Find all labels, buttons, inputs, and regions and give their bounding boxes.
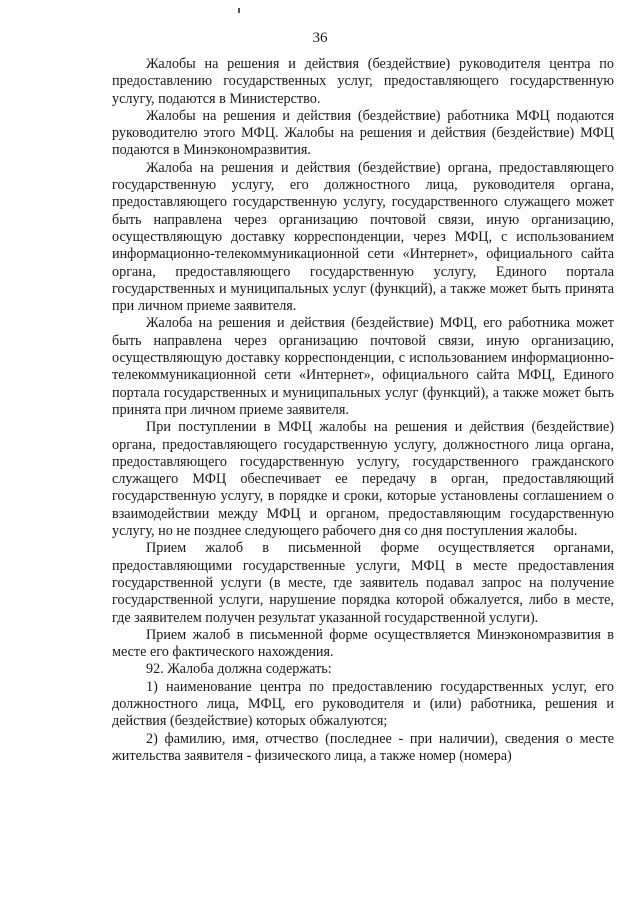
page-number: 36 <box>312 30 328 46</box>
document-body <box>112 56 614 765</box>
paragraph-authority-complaint-channels: Жалоба на решения и действия (бездействие) органа, предоставляющего государственную услугу, его должностного лица, руководителя органа, предоставляющего государственную услугу, государственного служащего может быть направлена через организацию почтовой связи, иную организацию, осуществляющую доставку корреспонденции, через МФЦ, с использованием информационно-телекоммуникационной сети «Интернет», официального сайта органа, предоставляющего государственную услугу, Единого портала государственных и муниципальных услуг (функций), а также может быть принята при личном приеме заявителя. <box>112 159 614 315</box>
paragraph-mfc-complaint-channels: Жалоба на решения и действия (бездействие) МФЦ, его работника может быть направлена через организацию почтовой связи, иную организацию, осуществляющую доставку корреспонденции, с использованием информационно-телекоммуникационной сети «Интернет», официального сайта МФЦ, Единого портала государственных и муниципальных услуг (функций), а также может быть принята при личном приеме заявителя. <box>112 315 614 418</box>
paragraph-written-complaints-ministry: Прием жалоб в письменной форме осуществляется Минэкономразвития в месте его фактического нахождения. <box>112 626 614 661</box>
paragraph-item-1: 1) наименование центра по предоставлению государственных услуг, его должностного лица, МФЦ, его руководителя и (или) работника, решения и действия (бездействие) которых обжалуются; <box>112 678 614 730</box>
paragraph-written-complaints-authorities: Прием жалоб в письменной форме осуществляется органами, предоставляющими государственные услуги, МФЦ в месте предоставления государственной услуги (в месте, где заявитель подавал запрос на получение государственной услуги, нарушение порядка которой обжалуется, либо в месте, где заявителем получен результат указанной государственной услуги). <box>112 540 614 626</box>
paragraph-item-92: 92. Жалоба должна содержать: <box>146 661 332 678</box>
paragraph-mfc-forwarding: При поступлении в МФЦ жалобы на решения и действия (бездействие) органа, предоставляющего государственную услугу, должностного лица органа, предоставляющего государственную услугу, государственного гражданского служащего МФЦ обеспечивает ее передачу в орган, предоставляющий государственную услугу, в порядке и сроки, которые установлены соглашением о взаимодействии между МФЦ и органом, предоставляющим государственную услугу, но не позднее следующего рабочего дня со дня поступления жалобы. <box>112 419 614 540</box>
scan-mark <box>238 8 240 13</box>
paragraph-item-2: 2) фамилию, имя, отчество (последнее - при наличии), сведения о месте жительства заявителя - физического лица, а также номер (номера) <box>112 730 614 764</box>
paragraph-mfc-complaints: Жалобы на решения и действия (бездействие) работника МФЦ подаются руководителю этого МФЦ. Жалобы на решения и действия (бездействие) МФЦ подаются в Минэкономразвития. <box>112 107 614 159</box>
paragraph-ministry-complaints: Жалобы на решения и действия (бездействие) руководителя центра по предоставлению государственных услуг, предоставляющего государственную услугу, подаются в Министерство. <box>112 56 614 107</box>
